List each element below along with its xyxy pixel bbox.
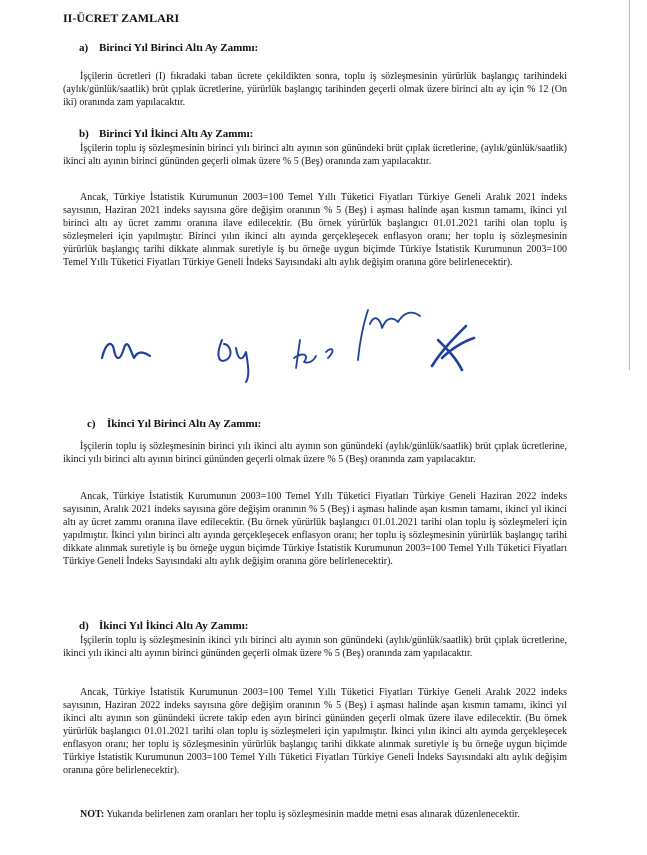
section-b-paragraph-1: İşçilerin toplu iş sözleşmesinin birinci yılı birinci altı ayının son günündeki brüt çıplak ücretlerine, (aylık/günlük/saatlik) ikinci altı ayının birinci gününden geçerli olmak üzere % 5 (Beş) oranında zam yapılacaktır. [63,143,567,167]
note-text: Yukarıda belirlenen zam oranları her toplu iş sözleşmesinin madde metni esas alınarak düzenlenecektir. [106,809,520,820]
signature-3 [294,340,332,368]
signature-2 [219,340,249,382]
section-d-paragraph-2: Ancak, Türkiye İstatistik Kurumunun 2003=100 Temel Yıllı Tüketici Fiyatları Türkiye Geneli Aralık 2022 indeks sayısının, Haziran 2022 indeks sayısına göre değişim oranının % 5 (Beş) i aşması halinde aşan kısmın tamamı, ikinci yıl ikinci altı ayının son günündeki ücrete takip eden ayın birinci gününden geçerli olmak üzere ilave edilecektir. (Bu örnek yürürlük başlangıcı 01.01.2021 tarihi olan toplu iş sözleşmeleri için yapılmıştır. İkinci yılın ikinci altı ayında gerçekleşecek enflasyon oranı; her toplu iş sözleşmesinin yürürlük başlangıç tarihi dikkate alınmak suretiyle iş bu örneğe uygun biçimde Türkiye İstatistik Kurumunun 2003=100 Temel Yıllı Tüketici Fiyatları Türkiye Geneli İndeks Sayısındaki altı aylık değişim oranına göre belirlenecektir). [63,687,567,776]
section-d-heading [79,620,248,632]
page-edge-line [629,0,630,370]
section-a-title: Birinci Yıl Birinci Altı Ay Zammı: [99,42,259,54]
signature-4 [358,310,420,360]
signatures [90,300,490,385]
section-d-title: İkinci Yıl İkinci Altı Ay Zammı: [99,620,249,632]
section-a-heading [79,42,258,54]
signature-1 [102,344,150,358]
section-a-letter: a) [79,42,89,54]
section-b-heading [79,128,253,140]
section-c-title: İkinci Yıl Birinci Altı Ay Zammı: [107,418,262,430]
section-c-heading [87,418,261,430]
section-d-paragraph-1: İşçilerin toplu iş sözleşmesinin ikinci yılı birinci altı ayının son günündeki (aylık/günlük/saatlik) brüt çıplak ücretlerine, ikinci yılı ikinci altı ayının birinci gününden geçerli olmak üzere % 5 (Beş) oranında zam yapılacaktır. [63,635,567,659]
signature-5 [432,326,474,370]
section-c-paragraph-2: Ancak, Türkiye İstatistik Kurumunun 2003=100 Temel Yıllı Tüketici Fiyatları Türkiye Geneli Haziran 2022 indeks sayısının, Aralık 2021 indeks sayısına göre değişim oranının % 5 (Beş) i aşması halinde aşan kısmın tamamı, ikinci yıl ikinci altı ay ücret zammı oranına ilave edilecektir. (Bu örnek yürürlük başlangıcı 01.01.2021 tarihi olan toplu iş sözleşmeleri için yapılmıştır. İkinci yılın birinci altı ayında gerçekleşecek enflasyon oranı; her toplu iş sözleşmesinin yürürlük başlangıç tarihi dikkate alınmak suretiyle iş bu örneğe uygun biçimde Türkiye İstatistik Kurumunun 2003=100 Temel Yıllı Tüketici Fiyatları Türkiye Geneli İndeks Sayısındaki altı aylık değişim oranına göre belirlenecektir). [63,491,567,567]
section-a-paragraph-1: İşçilerin ücretleri (I) fıkradaki taban ücrete çekildikten sonra, toplu iş sözleşmesinin yürürlük başlangıç tarihindeki (aylık/günlük/saatlik) brüt çıplak ücretlerine, yürürlük başlangıç tarihinden geçerli olmak üzere birinci altı ay için % 12 (On iki) oranında zam yapılacaktır. [63,71,567,108]
page-title: II-ÜCRET ZAMLARI [63,11,180,25]
section-b-title: Birinci Yıl İkinci Altı Ay Zammı: [99,128,254,140]
note-label: NOT: [80,809,105,820]
section-b-letter: b) [79,128,89,140]
section-b-paragraph-2: Ancak, Türkiye İstatistik Kurumunun 2003=100 Temel Yıllı Tüketici Fiyatları Türkiye Geneli Aralık 2021 indeks sayısının, Haziran 2021 indeks sayısına göre değişim oranının % 5 (Beş) i aşması halinde aşan kısmın tamamı, ikinci yıl birinci altı ay ücret zammı oranına ilave edilecektir. (Bu örnek yürürlük başlangıcı 01.01.2021 tarihi olan toplu iş sözleşmeleri için yapılmıştır. Birinci yılın ikinci altı ayında gerçekleşecek enflasyon oranı; her toplu iş sözleşmesinin yürürlük başlangıç tarihi dikkate alınmak suretiyle iş bu örneğe uygun biçimde Türkiye İstatistik Kurumunun 2003=100 Temel Yıllı Tüketici Fiyatları Türkiye Geneli İndeks Sayısındaki altı aylık değişim oranına göre belirlenecektir). [63,192,567,268]
section-d-letter: d) [79,620,89,632]
note [63,808,567,821]
section-c-letter: c) [87,418,96,430]
section-c-paragraph-1: İşçilerin toplu iş sözleşmesinin birinci yılı ikinci altı ayının son günündeki (aylık/günlük/saatlik) brüt çıplak ücretlerine, ikinci yılı birinci altı ayının birinci gününden geçerli olmak üzere % 5 (Beş) oranında zam yapılacaktır. [63,441,567,465]
